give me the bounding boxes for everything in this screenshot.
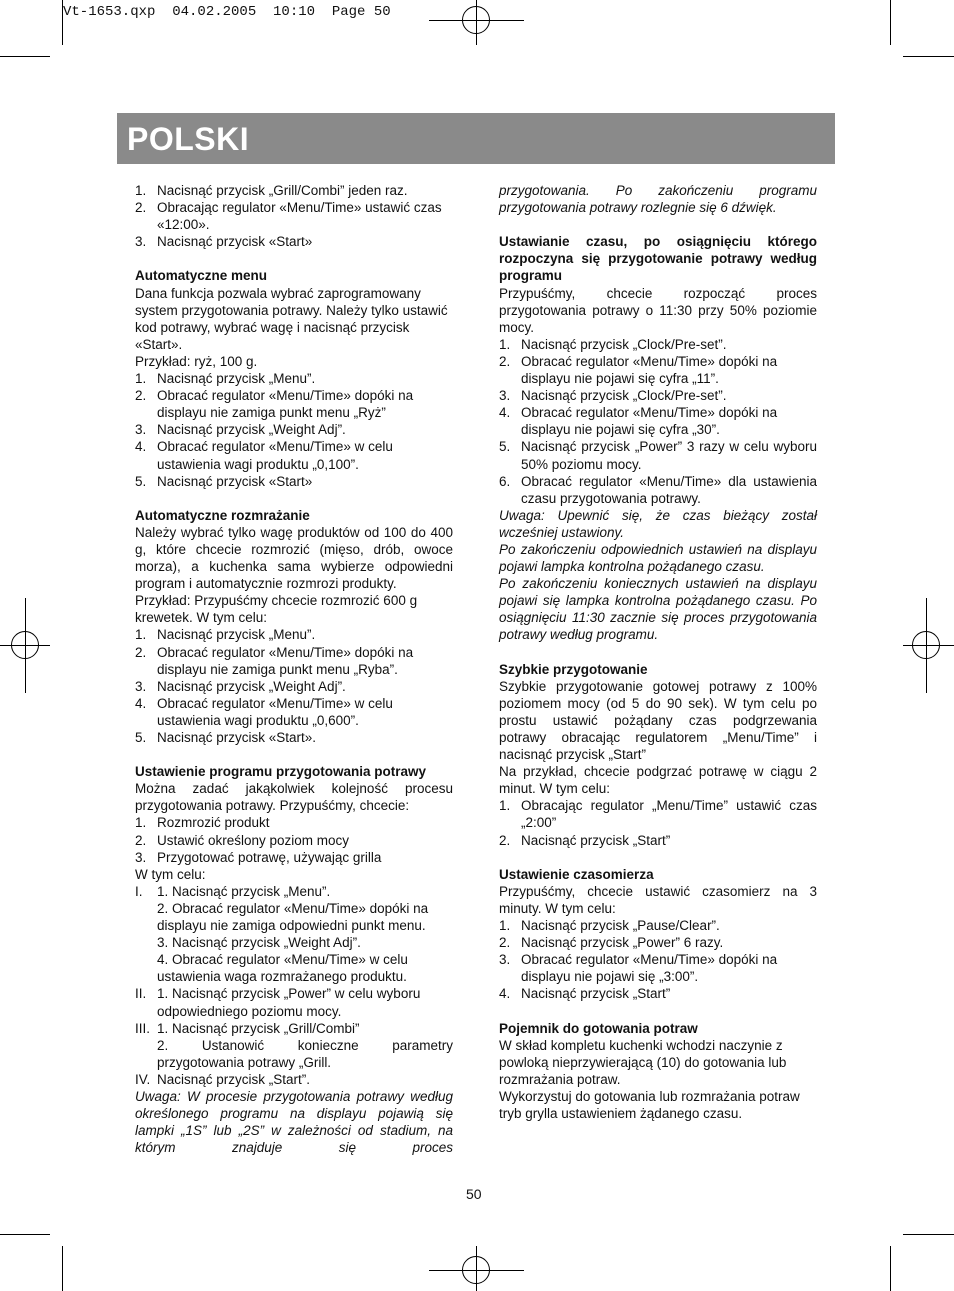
page-number: 50 bbox=[466, 1186, 482, 1202]
list-item: 1. Nacisnąć przycisk „Menu”. bbox=[135, 627, 316, 643]
list-item: 4. Nacisnąć przycisk „Start” bbox=[499, 986, 671, 1002]
heading-container: Pojemnik do gotowania potraw bbox=[499, 1020, 698, 1036]
paragraph: Na przykład, chcecie podgrzać potrawę w ciągu 2 minut. W tym celu: bbox=[499, 764, 817, 797]
paragraph: Wykorzystuj do gotowania lub rozmrażania potraw tryb grylla ustawieniem żądanego czasu. bbox=[499, 1088, 800, 1122]
list-item: 5. Nacisnąć przycisk «Start». bbox=[135, 730, 317, 745]
paragraph: Przypuśćmy, chcecie ustawić czasomierz na 3 minuty. W tym celu: bbox=[499, 883, 817, 916]
heading-timer: Ustawienie czasomierza bbox=[499, 866, 654, 882]
paragraph: Można zadać jakąkolwiek kolejność procesu przygotowania potrawy. Przypuśćmy, chcecie: bbox=[135, 781, 453, 814]
list-item: 3. Nacisnąć przycisk „Clock/Pre-set”. bbox=[499, 388, 727, 404]
list-item: 2. Ustanowić konieczne parametry przygotowania potrawy „Grill. bbox=[157, 1037, 453, 1070]
list-item: III. 1. Nacisnąć przycisk „Grill/Combi” bbox=[135, 1020, 360, 1036]
paragraph: Dana funkcja pozwala wybrać zaprogramowany system przygotowania potrawy. Należy tylko ustawić kod potrawy, wybrać wagę i nacisnąć przycisk «Start». bbox=[135, 285, 448, 352]
list-item: 1. Nacisnąć przycisk „Grill/Combi” jeden raz. bbox=[135, 183, 408, 198]
list-item: 1. Obracając regulator „Menu/Time” ustawić czas „2:00” bbox=[499, 798, 817, 831]
list-item: IV. Nacisnąć przycisk „Start”. bbox=[135, 1071, 311, 1087]
list-item: 2. Obracać regulator «Menu/Time» dopóki na displayu nie zamiga punkt menu „Ryba”. bbox=[135, 644, 414, 677]
list-item: 5. Nacisnąć przycisk „Power” 3 razy w celu wyboru 50% poziomu mocy. bbox=[499, 439, 817, 472]
list-item: 4. Obracać regulator «Menu/Time» w celu ustawienia wagi produktu „0,600”. bbox=[135, 695, 393, 728]
list-item: 3. Obracać regulator «Menu/Time» dopóki na displayu nie pojawi się „3:00”. bbox=[499, 952, 778, 985]
note: Po zakończeniu koniecznych ustawień na displayu pojawi się lampka kontrolna pożądanego czasu. Po osiągnięciu 11:30 zacznie się proces przygotowania potrawy według programu. bbox=[499, 576, 817, 643]
list-item: 3. Nacisnąć przycisk „Weight Adj”. bbox=[135, 422, 346, 438]
list-item: II. 1. Nacisnąć przycisk „Power” w celu wyboru odpowiedniego poziomu mocy. bbox=[135, 986, 421, 1019]
paragraph: Należy wybrać tylko wagę produktów od 100 do 400 g, które chcecie rozmrozić (mięso, drób, owoce morza), a kuchenka sama wybierze odpowiedni program i automatycznie rozmrozi produkty. bbox=[135, 524, 453, 592]
heading-quick-cook: Szybkie przygotowanie bbox=[499, 661, 648, 677]
paragraph: Przykład: ryż, 100 g. bbox=[135, 353, 258, 369]
list-item: 2. Obracać regulator «Menu/Time» dopóki na displayu nie zamiga odpowiedni punkt menu. bbox=[157, 900, 429, 934]
heading-auto-menu: Automatyczne menu bbox=[135, 268, 268, 284]
list-item: 2. Obracając regulator «Menu/Time» ustawić czas «12:00». bbox=[135, 200, 442, 233]
banner-title: POLSKI bbox=[127, 121, 250, 157]
list-item: 4. Obracać regulator «Menu/Time» w celu ustawienia waga rozmrażanego produktu. bbox=[157, 952, 408, 985]
list-item: 6. Obracać regulator «Menu/Time» dla ustawienia czasu przygotowania potrawy. bbox=[499, 473, 817, 506]
list-item: 3. Przygotować potrawę, używając grilla bbox=[135, 849, 382, 865]
list-item: 3. Nacisnąć przycisk «Start» bbox=[135, 234, 313, 250]
paragraph: Przykład: Przypuśćmy chcecie rozmrozić 600 g krewetek. W tym celu: bbox=[135, 593, 418, 626]
note: Po zakończeniu odpowiednich ustawień na displayu pojawi lampka kontrolna pożądanego czasu. bbox=[499, 541, 817, 575]
list-item: 2. Obracać regulator «Menu/Time» dopóki na displayu nie zamiga punkt menu „Ryż” bbox=[135, 388, 414, 421]
note-continued: przygotowania. Po zakończeniu programu przygotowania potrawy rozlegnie się 6 dźwięk. bbox=[499, 183, 817, 216]
note: Uwaga: W procesie przygotowania potrawy według określonego programu na displayu pojawią się lampki „1S” lub „2S” w zależności od stadium, na którym znajduje się proces bbox=[135, 1088, 453, 1156]
list-item: 2. Obracać regulator «Menu/Time» dopóki na displayu nie pojawi się cyfra „11”. bbox=[499, 353, 778, 387]
heading-program: Ustawienie programu przygotowania potrawy bbox=[135, 764, 427, 780]
list-item: 5. Nacisnąć przycisk «Start» bbox=[135, 473, 313, 489]
paragraph: Przypuśćmy, chcecie rozpocząć proces przygotowania potrawy o 11:30 przy 50% poziomie mocy. bbox=[499, 285, 817, 335]
list-item: 1. Nacisnąć przycisk „Menu”. bbox=[135, 371, 316, 387]
list-item: 1. Rozmrozić produkt bbox=[135, 815, 270, 831]
list-item: 2. Ustawić określony poziom mocy bbox=[135, 832, 350, 848]
list-item: 3. Nacisnąć przycisk „Weight Adj”. bbox=[135, 678, 346, 694]
right-column bbox=[499, 182, 817, 1122]
list-item: 1. Nacisnąć przycisk „Pause/Clear”. bbox=[499, 918, 720, 934]
list-item: 2. Nacisnąć przycisk „Start” bbox=[499, 832, 671, 848]
print-slug: Vt-1653.qxp 04.02.2005 10:10 Page 50 bbox=[63, 4, 391, 20]
list-item: 4. Obracać regulator «Menu/Time» dopóki na displayu nie pojawi się cyfra „30”. bbox=[499, 405, 778, 438]
paragraph: W tym celu: bbox=[135, 866, 206, 882]
list-item: 2. Nacisnąć przycisk „Power” 6 razy. bbox=[499, 935, 724, 951]
list-item: 3. Nacisnąć przycisk „Weight Adj”. bbox=[157, 935, 361, 951]
note: Uwaga: Upewnić się, że czas bieżący został wcześniej ustawiony. bbox=[499, 507, 817, 540]
left-column bbox=[135, 182, 453, 1156]
list-item: I. 1. Nacisnąć przycisk „Menu”. bbox=[135, 883, 331, 899]
list-item: 1. Nacisnąć przycisk „Clock/Pre-set”. bbox=[499, 336, 727, 352]
list-item: 4. Obracać regulator «Menu/Time» w celu ustawienia wagi produktu „0,100”. bbox=[135, 439, 393, 472]
heading-delay-start: Ustawianie czasu, po osiągnięciu którego rozpoczyna się przygotowanie potrawy według programu bbox=[499, 234, 817, 284]
paragraph: Szybkie przygotowanie gotowej potrawy z 100% poziomem mocy (od 5 do 90 sek). W tym celu po prostu ustawić pożądany czas podgrzewania potrawy obracając regulatorem „Menu/Time” i nacisnąć przycisk „Start” bbox=[499, 678, 817, 763]
heading-auto-defrost: Automatyczne rozmrażanie bbox=[135, 507, 310, 523]
paragraph: W skład kompletu kuchenki wchodzi naczynie z powloką nieprzywierającą (10) do gotowania lub rozmrażania potraw. bbox=[499, 1037, 787, 1087]
section-banner bbox=[117, 113, 835, 164]
